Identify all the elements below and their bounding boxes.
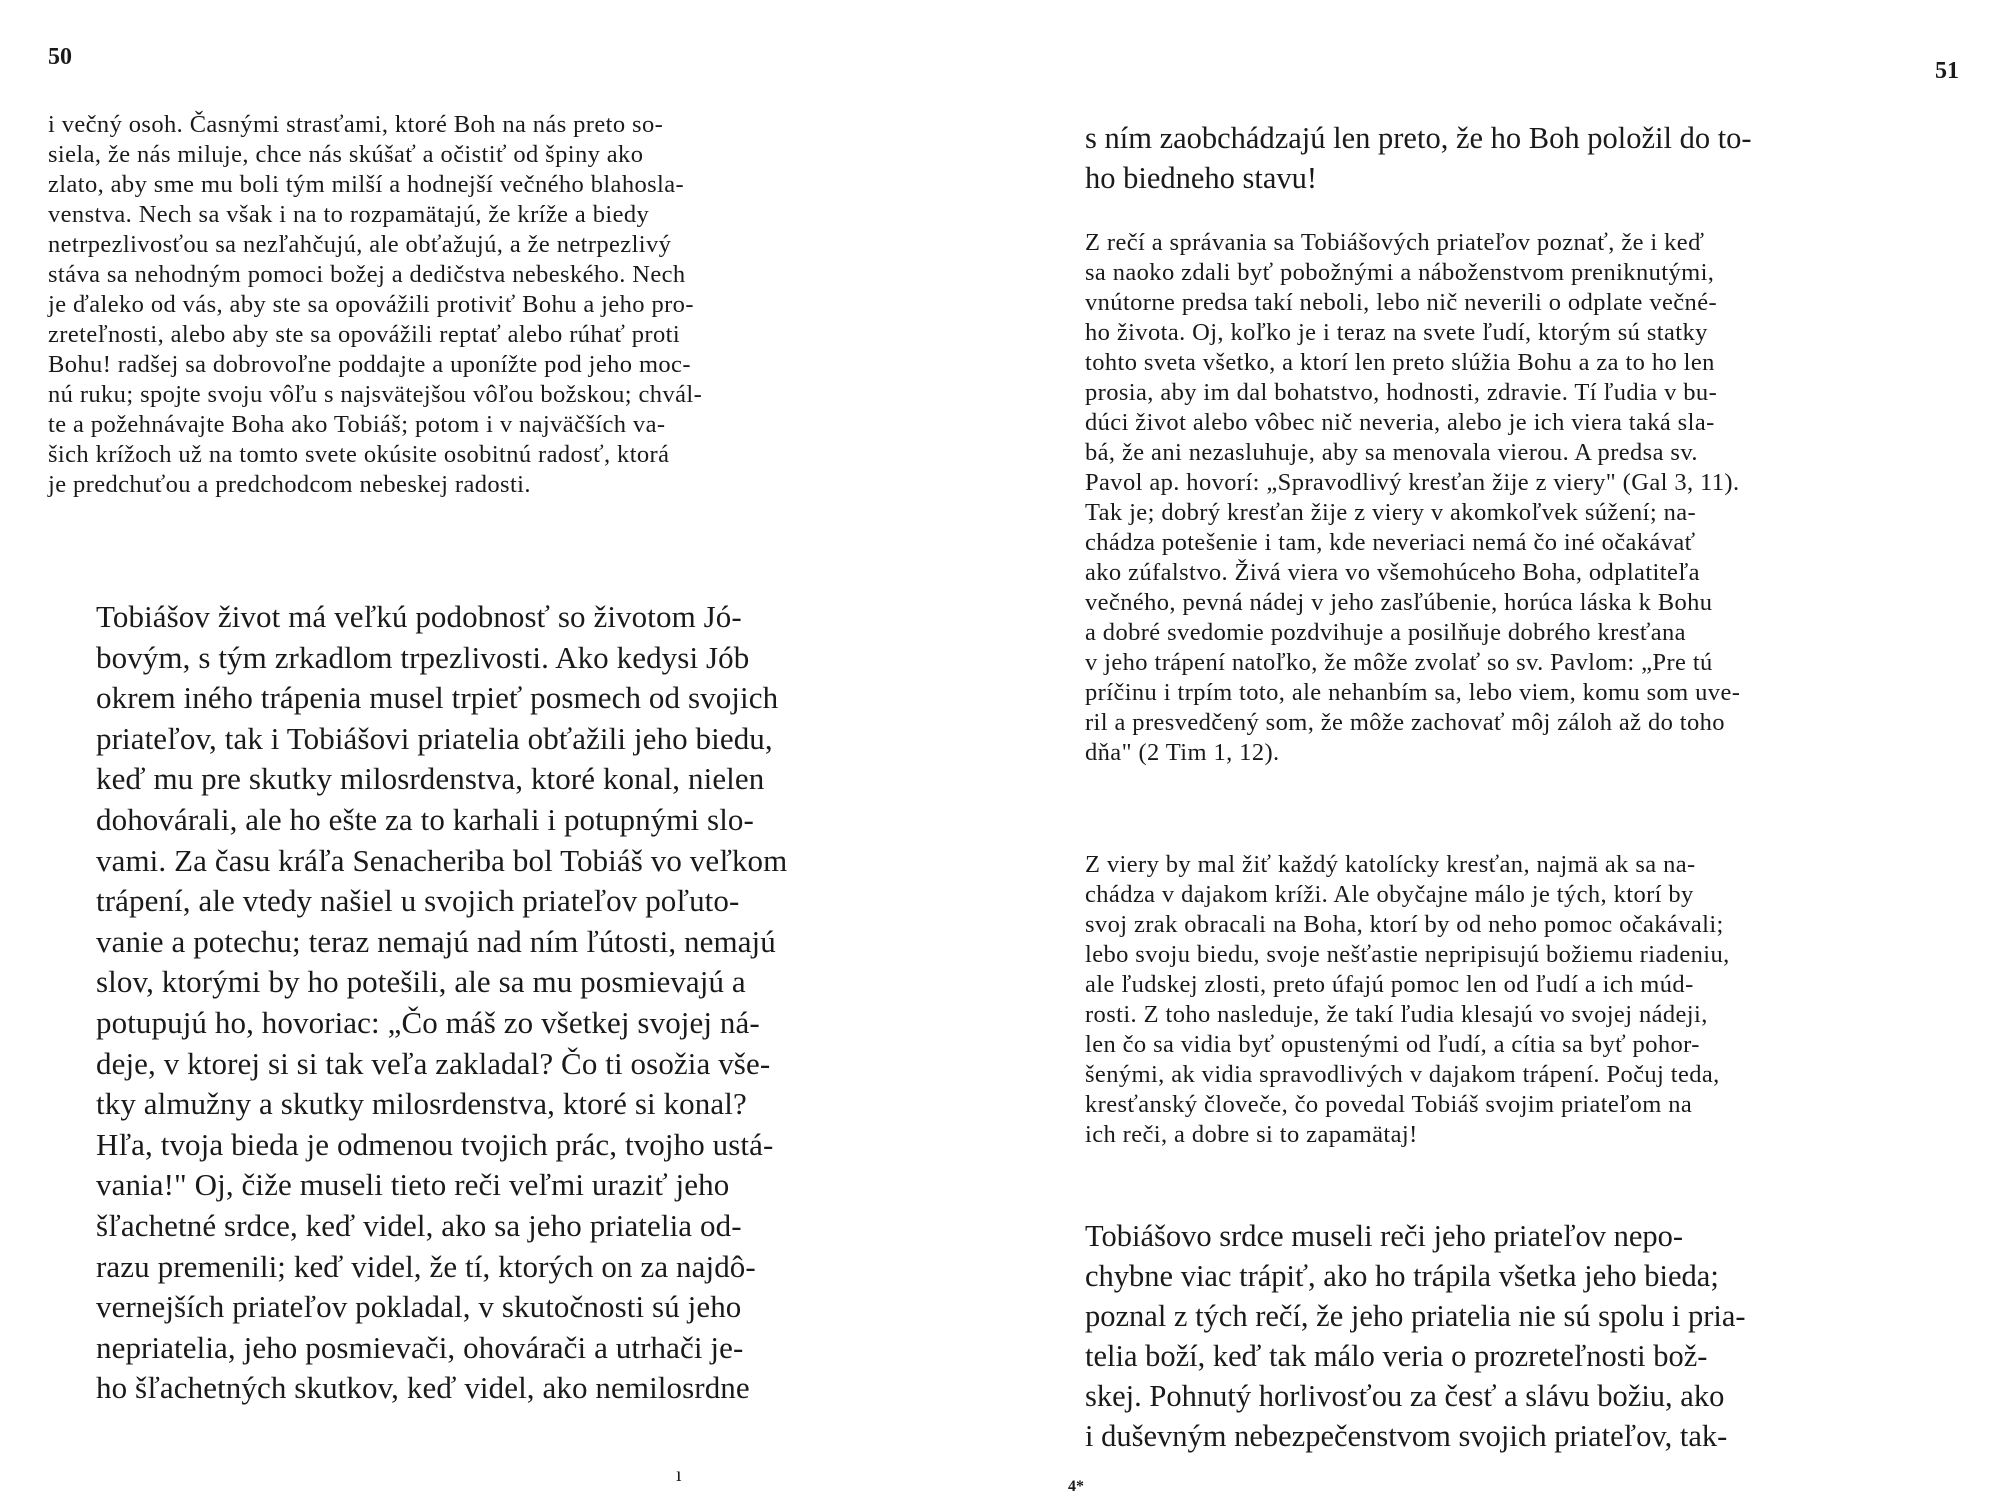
text-line: nepriatelia, jeho posmievači, ohovárači a utrhači je- bbox=[96, 1329, 744, 1365]
text-line: nú ruku; spojte svoju vôľu s najsvätejšou vôľou božskou; chvál- bbox=[48, 381, 703, 408]
continued-lines bbox=[1085, 118, 1752, 198]
text-line: te a požehnávajte Boha ako Tobiáš; potom i v najväčších va- bbox=[48, 411, 666, 438]
bottom-mark: ı bbox=[676, 1464, 682, 1486]
text-line: priateľov, tak i Tobiášovi priatelia obťažili jeho biedu, bbox=[96, 720, 773, 756]
text-line: šich krížoch už na tomto svete okúsite osobitnú radosť, ktorá bbox=[48, 441, 670, 468]
text-line: šenými, ak vidia spravodlivých v dajakom trápení. Počuj teda, bbox=[1085, 1061, 1720, 1088]
text-line: okrem iného trápenia musel trpieť posmech od svojich bbox=[96, 680, 779, 716]
text-line: deje, v ktorej si si tak veľa zakladal? Čo ti osožia vše- bbox=[96, 1045, 771, 1081]
continued-paragraph bbox=[48, 110, 702, 500]
text-line: i duševným nebezpečenstvom svojich priateľov, tak- bbox=[1085, 1419, 1728, 1453]
text-line: lebo svoju biedu, svoje nešťastie nepripisujú božiemu riadeniu, bbox=[1085, 941, 1730, 968]
text-line: ako zúfalstvo. Živá viera vo všemohúceho Boha, odplatiteľa bbox=[1085, 559, 1700, 586]
text-line: dňa" (2 Tim 1, 12). bbox=[1085, 739, 1280, 766]
text-line: kresťanský človeče, čo povedal Tobiáš svojim priateľom na bbox=[1085, 1091, 1693, 1118]
text-line: vernejších priateľov pokladal, v skutočnosti sú jeho bbox=[96, 1289, 742, 1325]
text-line: vanie a potechu; teraz nemajú nad ním ľútosti, nemajú bbox=[96, 923, 776, 959]
text-line: siela, že nás miluje, chce nás skúšať a očistiť od špiny ako bbox=[48, 141, 644, 168]
text-line: vnútorne predsa takí neboli, lebo nič neverili o odplate večné- bbox=[1085, 289, 1718, 316]
text-line: tohto sveta všetko, a ktorí len preto slúžia Bohu a za to ho len bbox=[1085, 349, 1715, 376]
text-line: stáva sa nehodným pomoci božej a dedičstva nebeského. Nech bbox=[48, 261, 686, 288]
text-line: keď mu pre skutky milosrdenstva, ktoré konal, nielen bbox=[96, 761, 765, 797]
text-line: razu premenili; keď videl, že tí, ktorých on za najdô- bbox=[96, 1248, 756, 1284]
text-line: ich reči, a dobre si to zapamätaj! bbox=[1085, 1121, 1418, 1148]
text-line: s ním zaobchádzajú len preto, že ho Boh položil do to- bbox=[1085, 121, 1752, 155]
text-line: Z rečí a správania sa Tobiášových priateľov poznať, že i keď bbox=[1085, 229, 1705, 256]
text-line: vania!" Oj, čiže museli tieto reči veľmi uraziť jeho bbox=[96, 1167, 730, 1203]
text-line: trápení, ale vtedy našiel u svojich priateľov poľuto- bbox=[96, 883, 740, 919]
text-line: ho života. Oj, koľko je i teraz na svete ľudí, ktorým sú statky bbox=[1085, 319, 1708, 346]
text-line: dohovárali, ale ho ešte za to karhali i potupnými slo- bbox=[96, 801, 754, 837]
text-line: bovým, s tým zrkadlom trpezlivosti. Ako kedysi Jób bbox=[96, 639, 750, 675]
text-line: i večný osoh. Časnými strasťami, ktoré Boh na nás preto so- bbox=[48, 111, 664, 138]
text-line: potupujú ho, hovoriac: „Čo máš zo všetkej svojej ná- bbox=[96, 1004, 760, 1040]
text-line: príčinu i trpím toto, ale nehanbím sa, lebo viem, komu som uve- bbox=[1085, 679, 1741, 706]
text-line: Z viery by mal žiť každý katolícky kresťan, najmä ak sa na- bbox=[1085, 851, 1696, 878]
text-line: Tobiášov život má veľkú podobnosť so životom Jó- bbox=[96, 599, 742, 634]
text-line: tky almužny a skutky milosrdenstva, ktoré si konal? bbox=[96, 1086, 747, 1122]
text-line: ale ľudskej zlosti, preto úfajú pomoc len od ľudí a ich múd- bbox=[1085, 971, 1694, 998]
page-number: 51 bbox=[1935, 58, 1959, 84]
text-line: bá, že ani nezasluhuje, aby sa menovala vierou. A predsa sv. bbox=[1085, 439, 1698, 466]
paragraph-1 bbox=[1085, 228, 1740, 768]
text-line: Tak je; dobrý kresťan žije z viery v akomkoľvek súžení; na- bbox=[1085, 499, 1697, 526]
text-line: zlato, aby sme mu boli tým milší a hodnejší večného blahosla- bbox=[48, 171, 685, 198]
text-line: poznal z tých rečí, že jeho priatelia nie sú spolu i pria- bbox=[1085, 1299, 1746, 1333]
text-line: len čo sa vidia byť opustenými od ľudí, a cítia sa byť pohor- bbox=[1085, 1031, 1700, 1058]
text-line: v jeho trápení natoľko, že môže zvolať so sv. Pavlom: „Pre tú bbox=[1085, 649, 1713, 676]
right-page bbox=[1006, 0, 2012, 1500]
text-line: ho šľachetných skutkov, keď videl, ako nemilosrdne bbox=[96, 1370, 750, 1406]
text-line: venstva. Nech sa však i na to rozpamätajú, že kríže a biedy bbox=[48, 201, 650, 228]
text-line: ho biedneho stavu! bbox=[1085, 161, 1318, 195]
text-line: sa naoko zdali byť pobožnými a náboženstvom preniknutými, bbox=[1085, 259, 1715, 286]
text-line: večného, pevná nádej v jeho zasľúbenie, horúca láska k Bohu bbox=[1085, 589, 1713, 616]
text-line: skej. Pohnutý horlivosťou za česť a slávu božiu, ako bbox=[1085, 1379, 1725, 1413]
text-line: netrpezlivosťou sa nezľahčujú, ale obťažujú, a že netrpezlivý bbox=[48, 231, 672, 258]
page-number: 50 bbox=[48, 44, 72, 70]
text-line: šľachetné srdce, keď videl, ako sa jeho priatelia od- bbox=[96, 1207, 742, 1243]
text-line: dúci život alebo vôbec nič neveria, alebo je ich viera taká sla- bbox=[1085, 409, 1715, 436]
text-line: vami. Za času kráľa Senacheriba bol Tobiáš vo veľkom bbox=[96, 842, 788, 878]
text-line: a dobré svedomie pozdvihuje a posilňuje dobrého kresťana bbox=[1085, 619, 1686, 646]
text-line: Tobiášovo srdce museli reči jeho priateľov nepo- bbox=[1085, 1219, 1684, 1253]
text-line: slov, ktorými by ho potešili, ale sa mu posmievajú a bbox=[96, 964, 746, 1000]
text-line: je ďaleko od vás, aby ste sa opovážili protiviť Bohu a jeho pro- bbox=[48, 291, 694, 318]
text-line: chádza v dajakom kríži. Ale obyčajne málo je tých, ktorí by bbox=[1085, 881, 1694, 908]
text-line: je predchuťou a predchodcom nebeskej radosti. bbox=[48, 471, 531, 498]
text-line: telia boží, keď tak málo veria o prozreteľnosti bož- bbox=[1085, 1339, 1708, 1373]
text-line: zreteľnosti, alebo aby ste sa opovážili reptať alebo rúhať proti bbox=[48, 321, 681, 348]
text-line: rosti. Z toho nasleduje, že takí ľudia klesajú vo svojej nádeji, bbox=[1085, 1001, 1708, 1028]
text-line: chybne viac trápiť, ako ho trápila všetka jeho bieda; bbox=[1085, 1259, 1719, 1293]
paragraph-3 bbox=[1085, 1216, 1746, 1456]
signature-mark: 4* bbox=[1068, 1478, 1084, 1495]
paragraph-2 bbox=[1085, 850, 1730, 1150]
text-line: ril a presvedčený som, že môže zachovať môj záloh až do toho bbox=[1085, 709, 1725, 736]
text-line: Bohu! radšej sa dobrovoľne poddajte a uponížte pod jeho moc- bbox=[48, 351, 691, 378]
text-line: Pavol ap. hovorí: „Spravodlivý kresťan žije z viery" (Gal 3, 11). bbox=[1085, 469, 1740, 496]
text-line: svoj zrak obracali na Boha, ktorí by od neho pomoc očakávali; bbox=[1085, 911, 1724, 938]
text-line: chádza potešenie i tam, kde neveriaci nemá čo iné očakávať bbox=[1085, 529, 1696, 556]
main-paragraph bbox=[96, 597, 787, 1409]
text-line: prosia, aby im dal bohatstvo, hodnosti, zdravie. Tí ľudia v bu- bbox=[1085, 379, 1718, 406]
text-line: Hľa, tvoja bieda je odmenou tvojich prác, tvojho ustá- bbox=[96, 1126, 774, 1162]
